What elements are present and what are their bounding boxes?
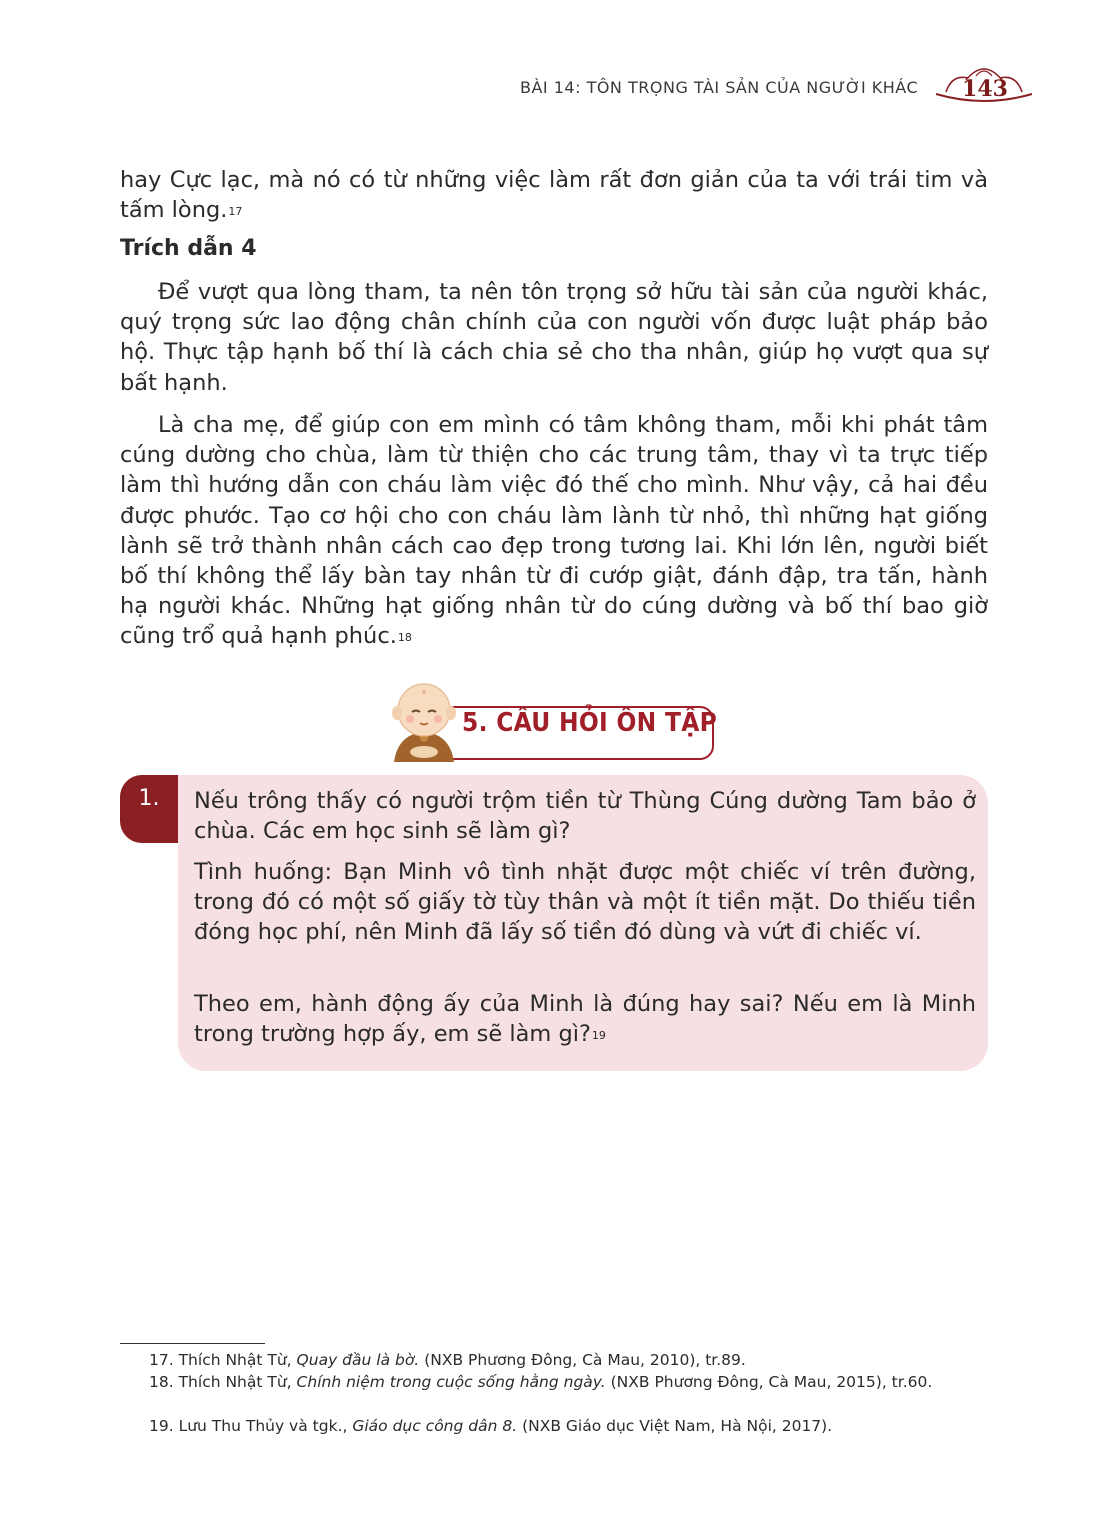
footnote-ref-18[interactable]: 18 [397,631,412,645]
footnote-ref-19[interactable]: 19 [591,1029,606,1043]
footnote-rule [120,1343,265,1344]
running-head: BÀI 14: TÔN TRỌNG TÀI SẢN CỦA NGƯỜI KHÁC [520,78,919,97]
monk-mascot-icon [384,678,464,768]
footnote-ref-17[interactable]: 17 [228,205,243,219]
section-title: 5. CÂU HỎI ÔN TẬP [462,708,718,738]
situation-text: Tình huống: Bạn Minh vô tình nhặt được một chiếc ví trên đường, trong đó có một số giấy tờ tùy thân và một ít tiền mặt. Do thiếu tiền đóng học phí, nên Minh đã lấy số tiền đó dùng và vứt đi chiếc ví. [194,859,976,946]
question-number: 1. [138,786,160,811]
follow-up-text: Theo em, hành động ấy của Minh là đúng hay sai? Nếu em là Minh trong trường hợp ấy, em sẽ làm gì?$^{19}$ [194,991,976,1048]
question-text: Nếu trông thấy có người trộm tiền từ Thùng Cúng dường Tam bảo ở chùa. Các em học sinh sẽ làm gì? [194,788,976,845]
quote-heading: Trích dẫn 4 [120,236,257,261]
footnote-17: 17. Thích Nhật Từ, Quay đầu là bờ. (NXB Phương Đông, Cà Mau, 2010), tr.89. [149,1351,746,1369]
page-number: 143 [962,76,1008,102]
footnote-18: 18. Thích Nhật Từ, Chính niệm trong cuộc sống hằng ngày. (NXB Phương Đông, Cà Mau, 2015), tr.60. [149,1373,933,1391]
paragraph-2: Là cha mẹ, để giúp con em mình có tâm không tham, mỗi khi phát tâm cúng dường cho chùa, làm từ thiện cho các trung tâm, thay vì ta trực tiếp làm thì hướng dẫn con cháu làm việc đó thế cho mình. Như vậy, cả hai đều được phước. Tạo cơ hội cho con cháu làm lành từ nhỏ, thì những hạt giống lành sẽ trở thành nhân cách cao đẹp trong tương lai. Khi lớn lên, người biết bố thí không thể lấy bàn tay nhân từ đi cướp giật, đánh đập, tra tấn, hành hạ người khác. Những hạt giống nhân từ do cúng dường và bố thí bao giờ cũng trổ quả hạnh phúc.$^{18}$ [120,412,988,650]
continuation-paragraph: hay Cực lạc, mà nó có từ những việc làm rất đơn giản của ta với trái tim và tấm lòng.$^{17}$ [120,167,988,224]
footnote-19: 19. Lưu Thu Thủy và tgk., Giáo dục công dân 8. (NXB Giáo dục Việt Nam, Hà Nội, 2017). [149,1417,833,1435]
paragraph-1: Để vượt qua lòng tham, ta nên tôn trọng sở hữu tài sản của người khác, quý trọng sức lao động chân chính của con người vốn được luật pháp bảo hộ. Thực tập hạnh bố thí là cách chia sẻ cho tha nhân, giúp họ vượt qua sự bất hạnh. [120,279,988,396]
